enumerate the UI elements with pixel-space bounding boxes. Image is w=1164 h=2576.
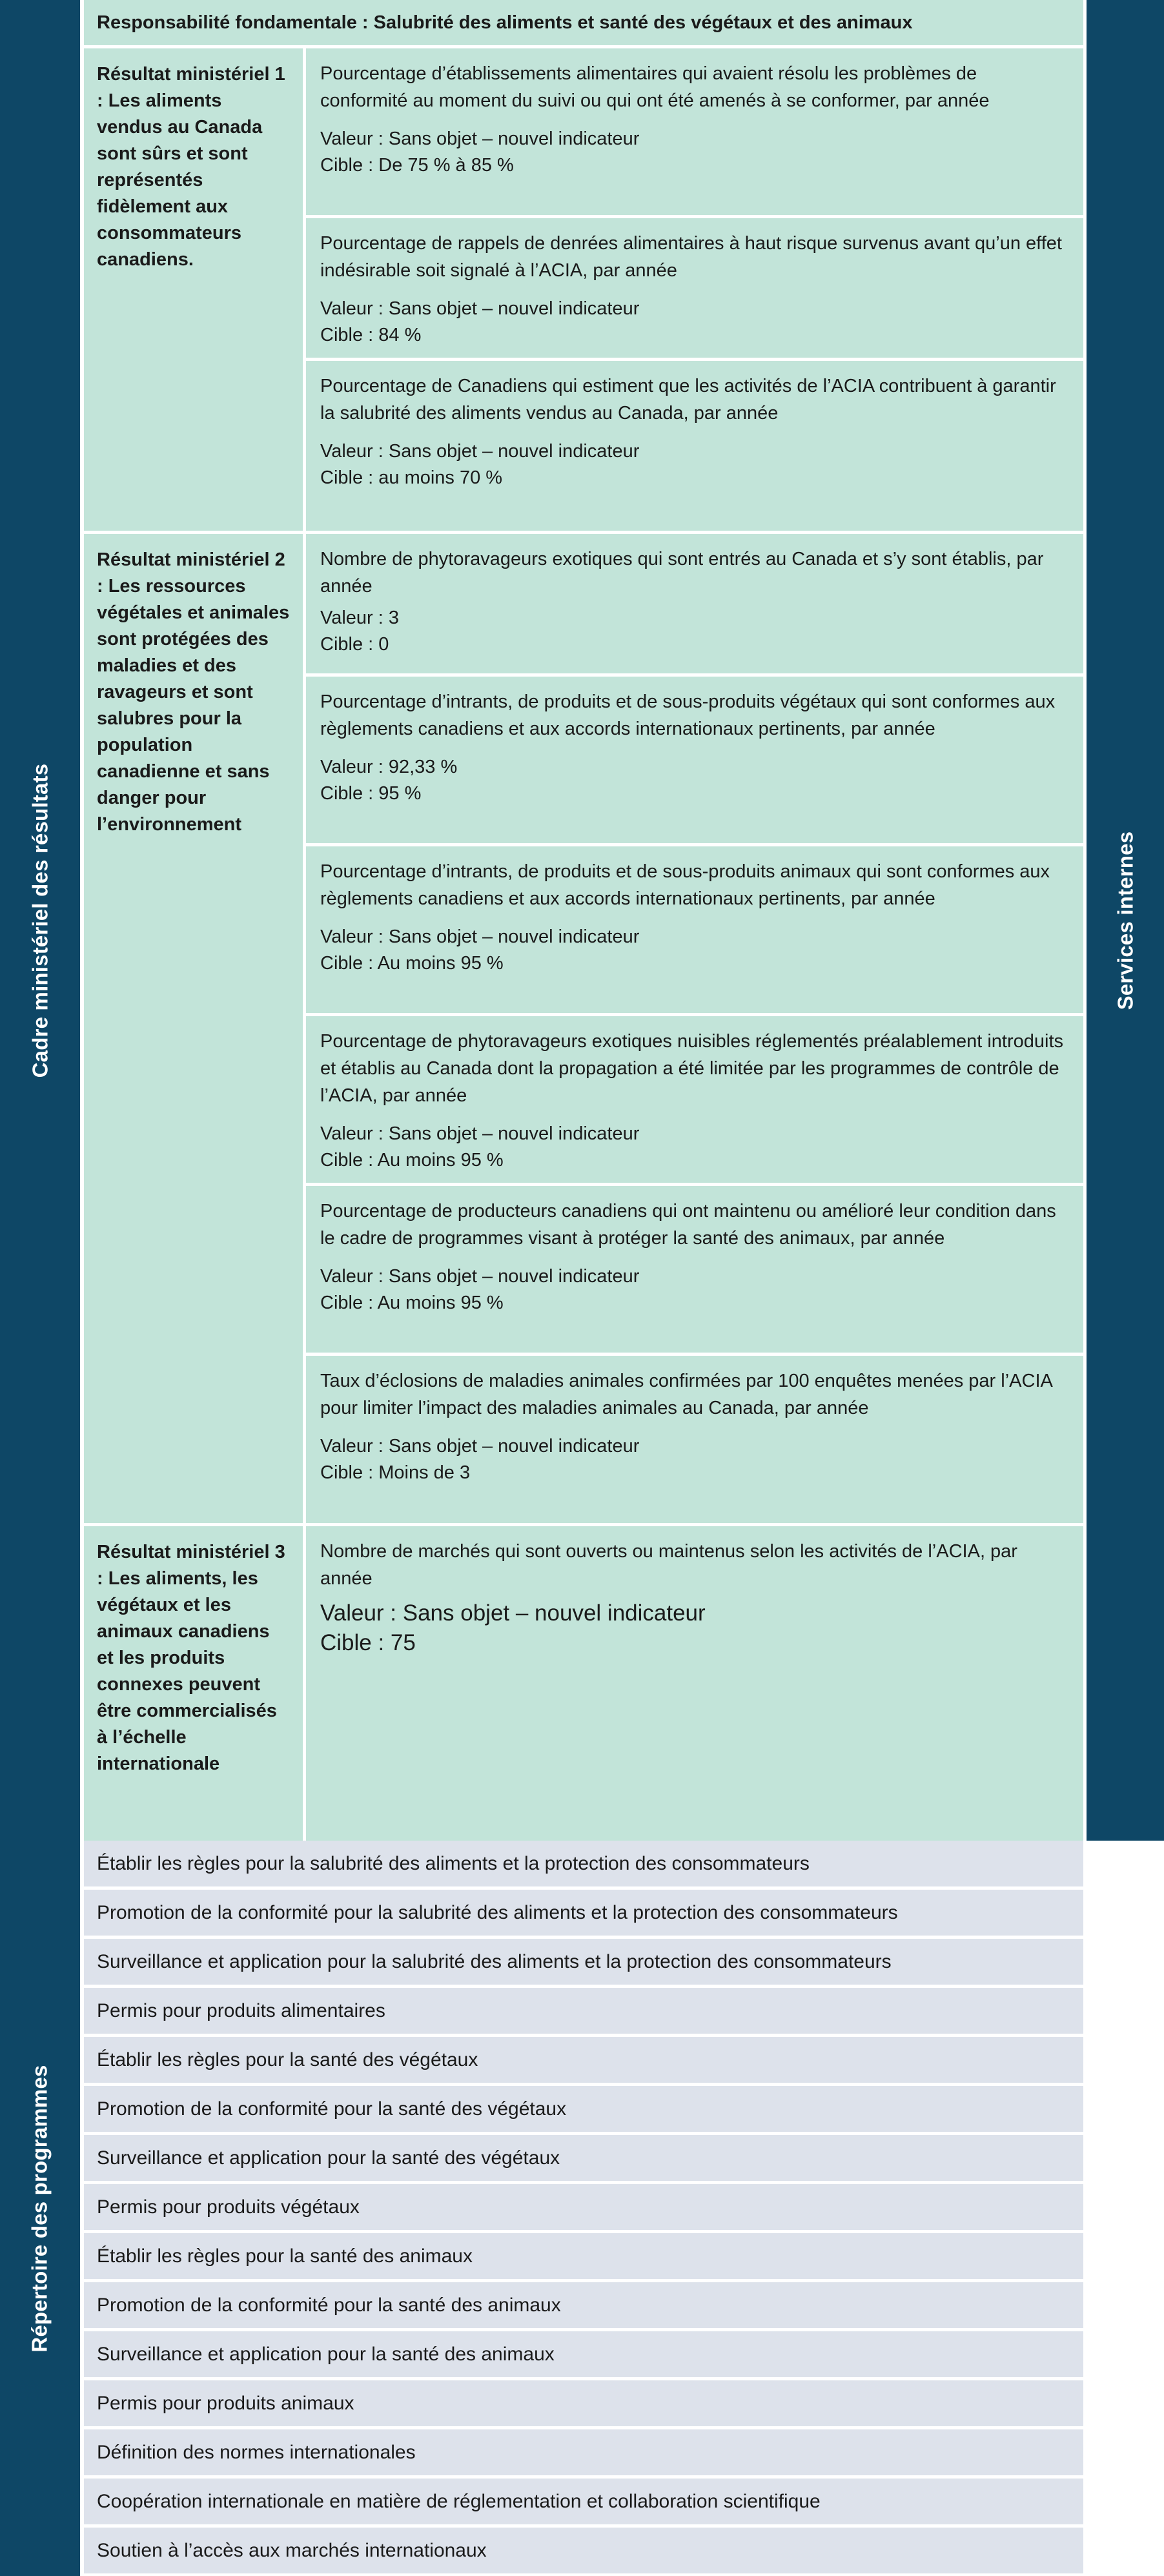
indicator-title: Pourcentage d’intrants, de produits et de sous-produits végétaux qui sont conformes aux règlements canadiens et aux accords internationaux pertinents, par année	[320, 691, 1056, 739]
result-3-label: Résultat ministériel 3 : Les aliments, les végétaux et les animaux canadiens et les produits connexes peuvent être commercialisés à l’échelle internationale	[84, 1526, 306, 1841]
indicator-target: Cible : Moins de 3	[320, 1462, 471, 1483]
indicator-value: Valeur : 92,33 %	[320, 757, 458, 777]
indicator	[306, 677, 1083, 846]
indicator	[306, 1356, 1083, 1523]
indicator-value: Valeur : 3	[320, 608, 399, 628]
indicator-target: Cible : Au moins 95 %	[320, 1150, 504, 1170]
program-item: Établir les règles pour la santé des végétaux	[84, 2037, 1083, 2083]
indicator	[306, 1016, 1083, 1186]
indicator-target: Cible : 75	[320, 1630, 416, 1655]
result-block-1	[84, 48, 1083, 534]
program-item: Coopération internationale en matière de réglementation et collaboration scientifique	[84, 2479, 1083, 2524]
result-block-3	[84, 1526, 1083, 1841]
program-item: Promotion de la conformité pour la salubrité des aliments et la protection des consommateurs	[84, 1890, 1083, 1936]
result-2-indicators	[306, 534, 1083, 1523]
indicator-title: Pourcentage de phytoravageurs exotiques nuisibles réglementés préalablement introduits et établis au Canada dont la propagation a été limitée par les programmes de contrôle de l’ACIA, par année	[320, 1031, 1064, 1106]
program-item: Surveillance et application pour la santé des animaux	[84, 2331, 1083, 2377]
program-item: Définition des normes internationales	[84, 2429, 1083, 2475]
program-inventory-bar	[0, 1841, 80, 2576]
indicator-target: Cible : au moins 70 %	[320, 467, 503, 488]
indicator-value: Valeur : Sans objet – nouvel indicateur	[320, 926, 640, 947]
result-block-2	[84, 534, 1083, 1526]
program-item: Promotion de la conformité pour la santé des végétaux	[84, 2086, 1083, 2132]
result-1-label: Résultat ministériel 1 : Les aliments vendus au Canada sont sûrs et sont représentés fidèlement aux consommateurs canadiens.	[84, 48, 306, 531]
indicator-title: Nombre de phytoravageurs exotiques qui sont entrés au Canada et s’y sont établis, par année	[320, 549, 1044, 597]
program-item: Promotion de la conformité pour la santé des animaux	[84, 2282, 1083, 2328]
indicator-title: Taux d’éclosions de maladies animales confirmées par 100 enquêtes menées par l’ACIA pour limiter l’impact des maladies animales au Canada, par année	[320, 1371, 1052, 1418]
indicator-target: Cible : 84 %	[320, 325, 422, 345]
indicator-title: Pourcentage de Canadiens qui estiment que les activités de l’ACIA contribuent à garantir la salubrité des aliments vendus au Canada, par année	[320, 376, 1056, 424]
program-item: Soutien à l’accès aux marchés internationaux	[84, 2528, 1083, 2573]
indicator	[306, 218, 1083, 361]
indicator-target: Cible : 95 %	[320, 783, 422, 804]
program-item: Permis pour produits animaux	[84, 2380, 1083, 2426]
indicator-value: Valeur : Sans objet – nouvel indicateur	[320, 1123, 640, 1144]
indicator-title: Pourcentage d’établissements alimentaires qui avaient résolu les problèmes de conformité au moment du suivi ou qui ont été amenés à se conformer, par année	[320, 63, 990, 111]
indicator	[306, 361, 1083, 531]
program-item: Établir les règles pour la salubrité des aliments et la protection des consommateurs	[84, 1841, 1083, 1886]
internal-services-label: Services internes	[1113, 831, 1138, 1010]
program-item: Surveillance et application pour la santé des végétaux	[84, 2135, 1083, 2181]
indicator-title: Nombre de marchés qui sont ouverts ou maintenus selon les activités de l’ACIA, par année	[320, 1541, 1017, 1589]
indicator-value: Valeur : Sans objet – nouvel indicateur	[320, 1266, 640, 1287]
departmental-results-framework-label: Cadre ministériel des résultats	[28, 763, 52, 1078]
indicator-title: Pourcentage de rappels de denrées alimentaires à haut risque survenus avant qu’un effet indésirable soit signalé à l’ACIA, par année	[320, 233, 1062, 281]
indicator	[306, 1186, 1083, 1356]
program-item: Permis pour produits végétaux	[84, 2184, 1083, 2230]
internal-services-bar	[1087, 0, 1164, 1841]
core-responsibility-header: Responsabilité fondamentale : Salubrité des aliments et santé des végétaux et des animaux	[84, 0, 1083, 48]
result-2-label: Résultat ministériel 2 : Les ressources végétales et animales sont protégées des maladies et des ravageurs et sont salubres pour la population canadienne et sans danger pour l’environnement	[84, 534, 306, 1523]
indicator-value: Valeur : Sans objet – nouvel indicateur	[320, 298, 640, 319]
indicator	[306, 534, 1083, 677]
result-1-indicators	[306, 48, 1083, 531]
program-item: Établir les règles pour la santé des animaux	[84, 2233, 1083, 2279]
program-inventory-list	[84, 1841, 1083, 2573]
departmental-results-framework-bar	[0, 0, 80, 1841]
indicator-title: Pourcentage de producteurs canadiens qui ont maintenu ou amélioré leur condition dans le cadre de programmes visant à protéger la santé des animaux, par année	[320, 1201, 1056, 1249]
indicator-value: Valeur : Sans objet – nouvel indicateur	[320, 441, 640, 462]
indicator-target: Cible : Au moins 95 %	[320, 1293, 504, 1313]
indicator	[306, 1526, 1083, 1841]
indicator-target: Cible : 0	[320, 634, 389, 655]
result-3-indicators	[306, 1526, 1083, 1841]
indicator	[306, 48, 1083, 218]
program-item: Surveillance et application pour la salubrité des aliments et la protection des consommateurs	[84, 1939, 1083, 1985]
indicator-target: Cible : De 75 % à 85 %	[320, 155, 514, 176]
program-item: Permis pour produits alimentaires	[84, 1988, 1083, 2034]
results-framework-table	[84, 0, 1083, 1841]
indicator	[306, 846, 1083, 1016]
indicator-target: Cible : Au moins 95 %	[320, 953, 504, 974]
program-inventory-label: Répertoire des programmes	[28, 2064, 52, 2353]
indicator-value: Valeur : Sans objet – nouvel indicateur	[320, 1600, 706, 1626]
indicator-value: Valeur : Sans objet – nouvel indicateur	[320, 1436, 640, 1457]
indicator-title: Pourcentage d’intrants, de produits et de sous-produits animaux qui sont conformes aux règlements canadiens et aux accords internationaux pertinents, par année	[320, 861, 1050, 909]
indicator-value: Valeur : Sans objet – nouvel indicateur	[320, 128, 640, 149]
